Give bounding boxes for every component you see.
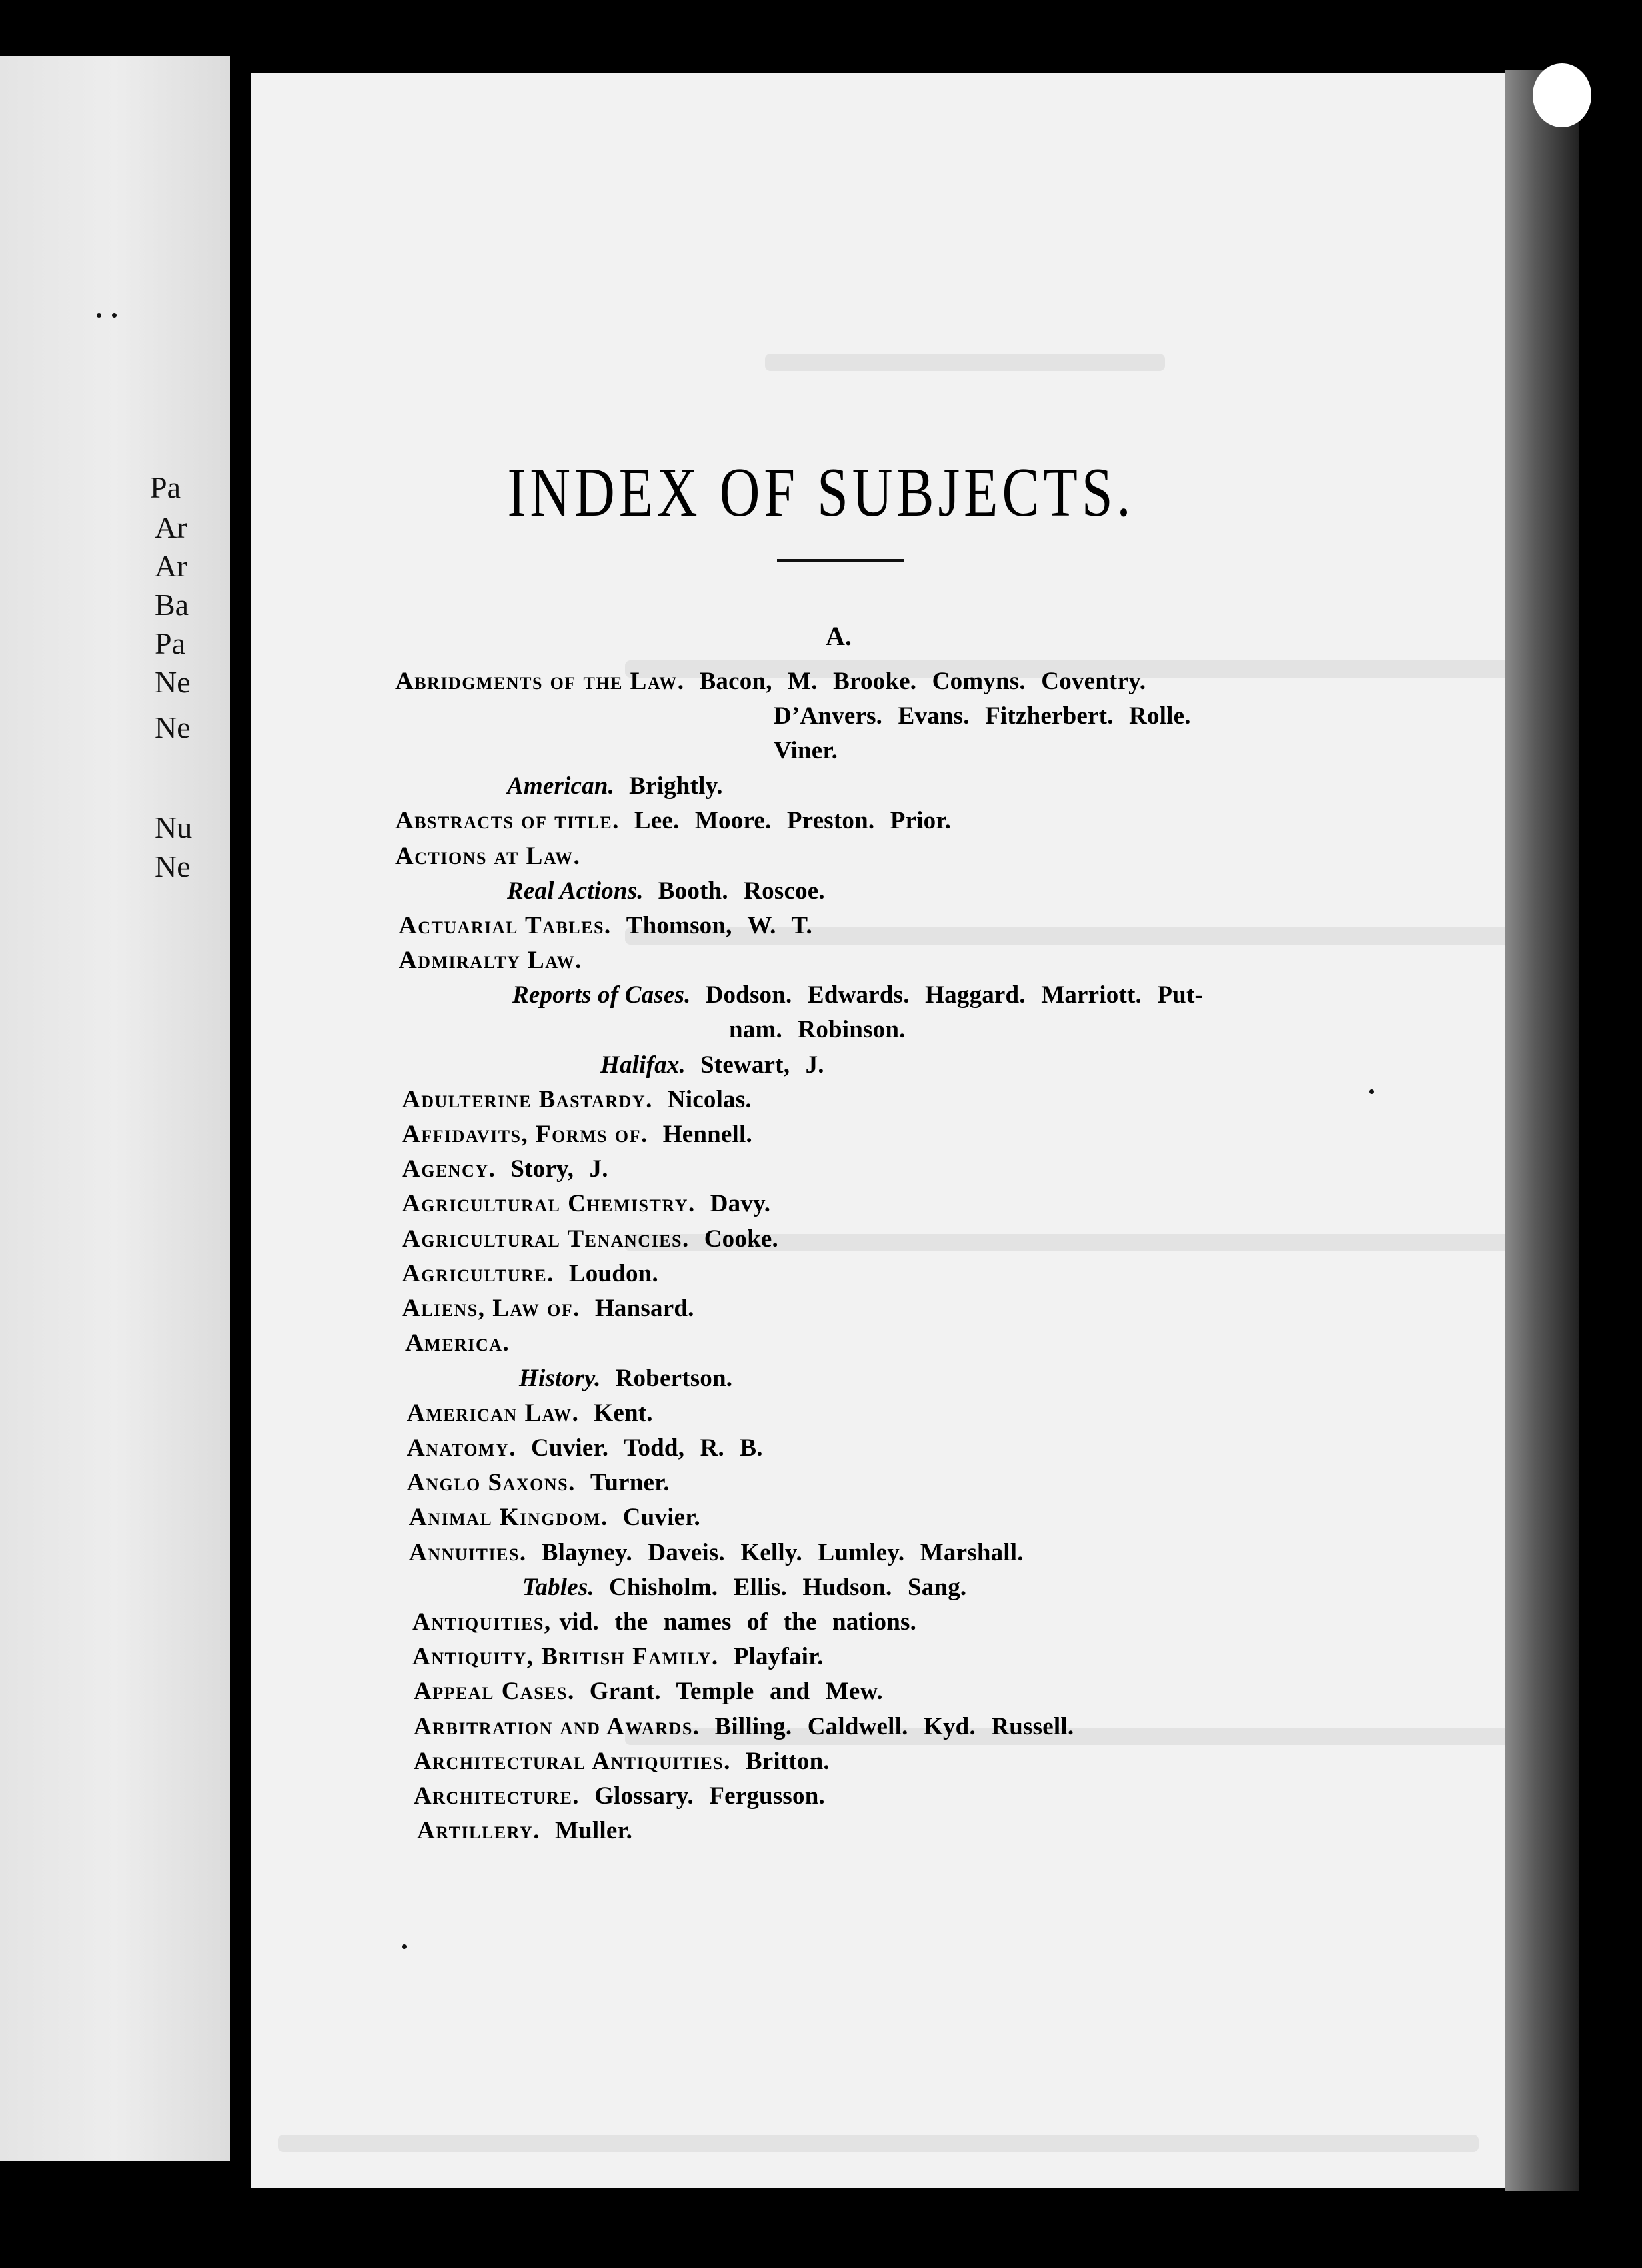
entry-subject: Actions at Law.: [395, 842, 581, 870]
index-entry: [407, 1399, 653, 1428]
entry-subject: Affidavits, Forms of.: [402, 1121, 648, 1148]
entry-references: Lee. Moore. Preston. Prior.: [634, 807, 952, 834]
index-entry: [522, 1573, 966, 1602]
entry-subject: Abridgments of the Law.: [395, 668, 685, 695]
entry-references: Blayney. Daveis. Kelly. Lumley. Marshall.: [541, 1539, 1024, 1566]
index-entry: [414, 1712, 1074, 1741]
index-entry: [402, 1259, 658, 1288]
entry-references: Viner.: [774, 737, 838, 764]
index-entry: [399, 911, 812, 940]
ink-speck: [97, 313, 101, 318]
page-edge: [1505, 70, 1579, 2191]
index-entry: [402, 1225, 778, 1253]
index-entry: [395, 842, 580, 871]
entry-subject: Aliens, Law of.: [402, 1295, 580, 1322]
entry-references: Robertson.: [615, 1365, 733, 1392]
left-fragment: Ba: [155, 588, 189, 622]
entry-references: Billing. Caldwell. Kyd. Russell.: [714, 1713, 1074, 1740]
entry-references: Hennell.: [662, 1121, 752, 1148]
index-entry: [402, 1189, 770, 1218]
entry-subject: Appeal Cases.: [414, 1678, 575, 1705]
entry-subject: Abstracts of title.: [395, 807, 620, 834]
index-entry: [402, 1085, 752, 1114]
left-fragment: Ne: [155, 710, 191, 744]
entry-subject: Admiralty Law.: [399, 947, 582, 974]
index-entry: [402, 1294, 694, 1323]
entry-references: Story, J.: [510, 1155, 608, 1183]
index-entry: [507, 877, 825, 905]
title-rule: [777, 559, 904, 562]
entry-references: Grant. Temple and Mew.: [589, 1678, 883, 1705]
entry-references: Muller.: [554, 1817, 633, 1844]
index-entry: [395, 806, 951, 835]
entry-references: Cuvier.: [622, 1504, 700, 1531]
left-fragment: Pa: [155, 626, 185, 660]
entry-subject: Architectural Antiquities.: [414, 1748, 731, 1775]
page-title: INDEX OF SUBJECTS.: [507, 454, 1135, 532]
entry-references: vid. the names of the nations.: [559, 1608, 917, 1636]
entry-subject: Animal Kingdom.: [409, 1504, 608, 1531]
entry-subject: Antiquities,: [412, 1608, 552, 1636]
entry-subject: America.: [405, 1329, 510, 1357]
index-entry: [600, 1051, 824, 1079]
entry-references: Britton.: [745, 1748, 830, 1775]
entry-references: Thomson, W. T.: [626, 912, 812, 939]
index-entry: [409, 1503, 700, 1532]
entry-references: Glossary. Fergusson.: [594, 1782, 825, 1810]
left-page-text: [73, 56, 230, 2161]
index-entry: [402, 1155, 608, 1183]
entry-subject: Agency.: [402, 1155, 496, 1183]
entry-subject: Arbitration and Awards.: [414, 1713, 700, 1740]
ink-speck: [1369, 1089, 1374, 1094]
entry-subject: Architecture.: [414, 1782, 580, 1810]
left-fragment: Ne: [155, 849, 191, 883]
index-entry: [399, 946, 582, 975]
entry-subheading: American.: [507, 772, 615, 800]
left-fragment: Ne: [155, 665, 191, 699]
entry-references: Stewart, J.: [700, 1051, 824, 1079]
index-entry: [409, 1538, 1024, 1567]
entry-references: Turner.: [590, 1469, 670, 1496]
ink-speck: [112, 313, 117, 318]
entry-references: Cooke.: [704, 1225, 778, 1253]
bleed-through: [278, 2135, 1479, 2152]
entry-subject: Annuities.: [409, 1539, 527, 1566]
entry-subject: Agricultural Chemistry.: [402, 1190, 696, 1217]
index-entry: [729, 1015, 906, 1044]
left-fragment: Ar: [155, 549, 187, 583]
punch-hole: [1533, 63, 1591, 127]
index-entry: [412, 1642, 824, 1671]
index-entry: [412, 1608, 916, 1636]
index-entry: [414, 1747, 830, 1776]
entry-references: nam. Robinson.: [729, 1016, 906, 1043]
entry-references: Cuvier. Todd, R. B.: [531, 1434, 763, 1462]
left-page: [0, 56, 230, 2161]
entry-subject: Adulterine Bastardy.: [402, 1086, 653, 1113]
entry-references: Bacon, M. Brooke. Comyns. Coventry.: [699, 668, 1146, 695]
entry-subheading: Real Actions.: [507, 877, 644, 905]
index-entry: [402, 1120, 752, 1149]
entry-references: Brightly.: [629, 772, 723, 800]
entry-references: Booth. Roscoe.: [658, 877, 825, 905]
entry-subheading: Reports of Cases.: [512, 981, 691, 1009]
entry-references: Hansard.: [594, 1295, 694, 1322]
ink-speck: [402, 1944, 407, 1949]
index-entry: [395, 667, 1146, 696]
entry-subject: Agriculture.: [402, 1260, 554, 1287]
index-entry: [414, 1782, 825, 1810]
entry-subject: Actuarial Tables.: [399, 912, 612, 939]
index-entry: [774, 702, 1191, 730]
entry-subheading: Tables.: [522, 1574, 594, 1601]
entry-subject: Antiquity, British Family.: [412, 1643, 719, 1670]
index-entry: [407, 1434, 763, 1462]
index-entry: [407, 1468, 670, 1497]
index-entry: [512, 981, 1203, 1009]
index-entry: [414, 1677, 883, 1706]
index-entry: [519, 1364, 732, 1393]
book-gutter: [230, 67, 251, 2168]
entry-references: Chisholm. Ellis. Hudson. Sang.: [608, 1574, 967, 1601]
entry-subject: Agricultural Tenancies.: [402, 1225, 690, 1253]
entry-subject: Anatomy.: [407, 1434, 517, 1462]
section-letter: A.: [826, 621, 852, 651]
index-entry: [507, 772, 723, 800]
index-entry: [417, 1816, 632, 1845]
entry-references: D’Anvers. Evans. Fitzherbert. Rolle.: [774, 702, 1191, 730]
left-fragment: Pa: [150, 470, 181, 504]
entry-references: Kent.: [594, 1399, 653, 1427]
entry-references: Loudon.: [568, 1260, 658, 1287]
index-entry: [774, 736, 838, 765]
entry-subject: Artillery.: [417, 1817, 540, 1844]
left-fragment: Ar: [155, 510, 187, 544]
left-fragment: Nu: [155, 810, 193, 844]
entry-subject: American Law.: [407, 1399, 580, 1427]
entry-references: Davy.: [710, 1190, 771, 1217]
entry-references: Dodson. Edwards. Haggard. Marriott. Put-: [705, 981, 1204, 1009]
bleed-through: [765, 354, 1165, 371]
entry-subject: Anglo Saxons.: [407, 1469, 576, 1496]
entry-references: Playfair.: [733, 1643, 824, 1670]
entry-subheading: History.: [519, 1365, 601, 1392]
entry-references: Nicolas.: [667, 1086, 752, 1113]
index-entry: [405, 1329, 510, 1357]
entry-subheading: Halifax.: [600, 1051, 686, 1079]
